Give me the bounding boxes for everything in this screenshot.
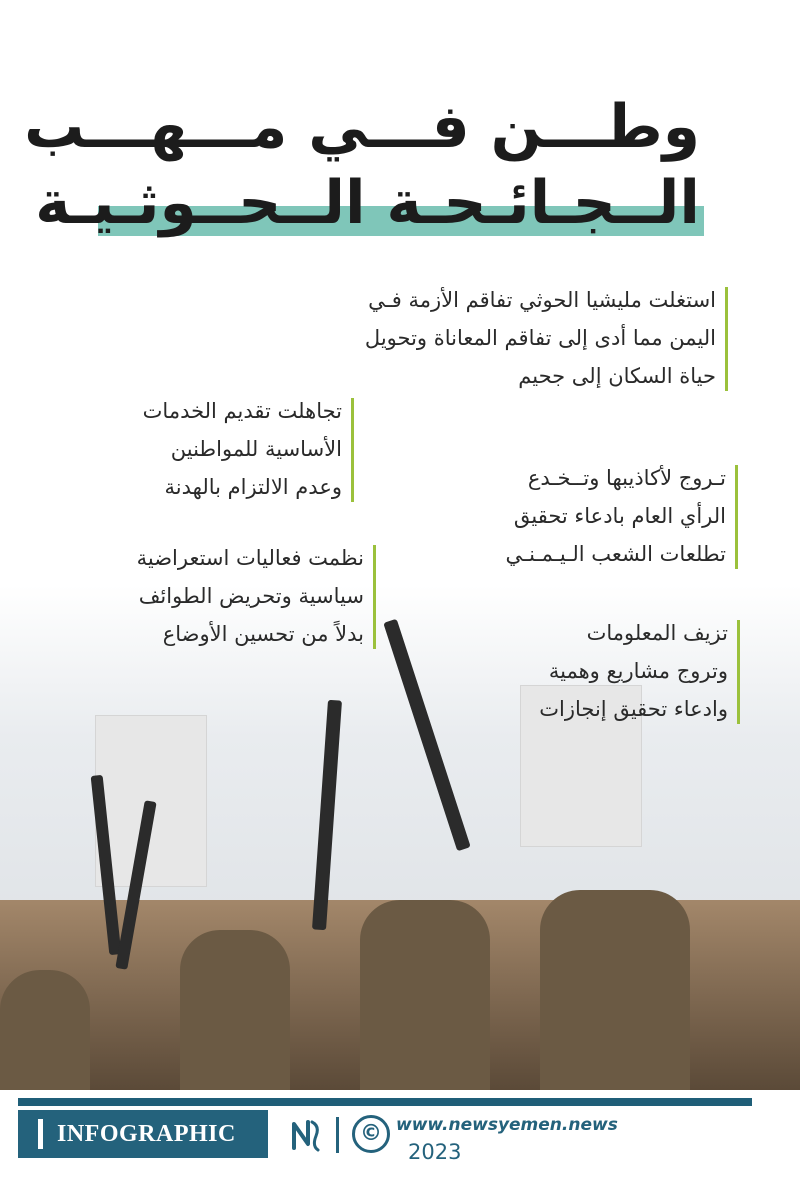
text-line: حياة السكان إلى جحيم — [518, 364, 716, 388]
text-block-1 — [246, 281, 728, 395]
title-line-2: الــجـائـحـة الــحــوثـيـة — [35, 168, 700, 238]
text-block-2 — [32, 392, 354, 506]
text-line: استغلت مليشيا الحوثي تفاقم الأزمة فـي — [368, 288, 716, 312]
text-line: تجاهلت تقديم الخدمات — [142, 399, 342, 423]
text-line: سياسية وتحريض الطوائف — [138, 584, 364, 608]
newsyemen-logo-icon — [288, 1116, 324, 1154]
text-line: وعدم الالتزام بالهدنة — [164, 475, 342, 499]
text-block-3 — [396, 459, 738, 573]
text-line: وادعاء تحقيق إنجازات — [539, 697, 728, 721]
text-line: تـروج لأكاذيبها وتــخـدع — [527, 466, 726, 490]
text-line: بدلاً من تحسين الأوضاع — [162, 622, 364, 646]
footer-divider — [336, 1117, 339, 1153]
text-line: الأساسية للمواطنين — [170, 437, 342, 461]
infographic-label: INFOGRAPHIC — [57, 1120, 236, 1147]
text-line: الرأي العام بادعاء تحقيق — [513, 504, 726, 528]
figure-4 — [540, 890, 690, 1090]
text-line: نظمت فعاليات استعراضية — [136, 546, 364, 570]
website-link[interactable]: www.newsyemen.news — [396, 1115, 618, 1135]
infographic-banner — [18, 1110, 268, 1158]
figure-1 — [0, 970, 90, 1090]
title-line-1: وطـــن فـــي مـــهـــب — [24, 92, 700, 162]
text-line: اليمن مما أدى إلى تفاقم المعاناة وتحويل — [364, 326, 716, 350]
text-block-4 — [24, 539, 376, 653]
text-line: تطلعات الشعب الـيـمـنـي — [505, 542, 726, 566]
banner-accent-bar — [38, 1119, 43, 1149]
copyright-icon: © — [352, 1115, 390, 1153]
text-line: وتروج مشاريع وهمية — [548, 659, 728, 683]
year-label: 2023 — [408, 1140, 462, 1164]
figure-3 — [360, 900, 490, 1090]
footer-rule — [18, 1098, 752, 1106]
figure-2 — [180, 930, 290, 1090]
text-block-5 — [398, 614, 740, 728]
text-line: تزيف المعلومات — [586, 621, 728, 645]
